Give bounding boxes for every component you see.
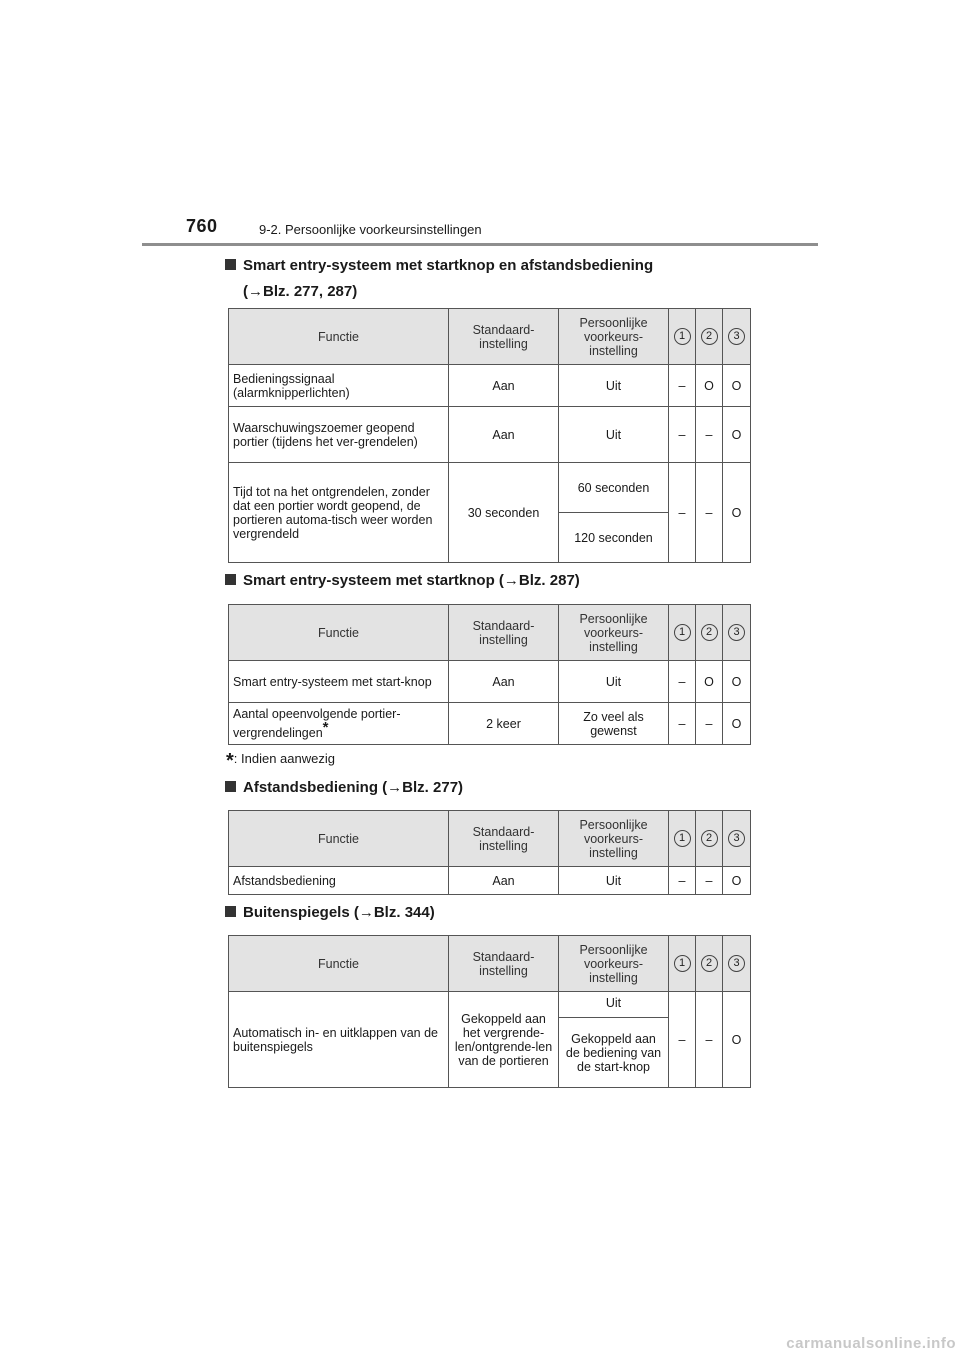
section-title: Afstandsbediening (→Blz. 277) [243,779,464,796]
header-persoonlijke: Persoonlijke voorkeurs-instelling [559,936,669,992]
header-title: 9-2. Persoonlijke voorkeursinstellingen [259,222,482,237]
section-title: Smart entry-systeem met startknop (→Blz. 287) [243,572,580,589]
header-functie: Functie [229,605,449,661]
cell-c1: – [669,463,696,563]
cell-functie [229,703,449,745]
cell-c2: – [696,463,723,563]
table-header-row [229,309,751,365]
section-title: Buitenspiegels (→Blz. 344) [243,904,435,921]
cell-persoonlijke: Uit [559,661,669,703]
cell-c3: O [723,703,751,745]
cell-persoonlijke: Uit [559,407,669,463]
cell-functie: Tijd tot na het ontgrendelen, zonder dat een portier wordt geopend, de portieren automa-tisch weer worden vergrendeld [229,463,449,563]
table-row [229,703,751,745]
circled-three-icon: 3 [728,624,745,641]
table-row [229,365,751,407]
header-functie: Functie [229,811,449,867]
cell-standaard: Aan [449,867,559,895]
table-row [229,661,751,703]
settings-table-smart-entry [228,604,751,745]
settings-table-remote [228,810,751,895]
cell-c3: O [723,992,751,1088]
header-standaard: Standaard-instelling [449,309,559,365]
cell-persoonlijke-option: Gekoppeld aan de bediening van de start-knop [559,1018,669,1088]
cell-c1: – [669,867,696,895]
header-divider [142,243,818,246]
cell-functie: Afstandsbediening [229,867,449,895]
table-row [229,867,751,895]
circled-three-icon: 3 [728,830,745,847]
circled-three-icon: 3 [728,955,745,972]
cell-standaard: Aan [449,365,559,407]
table-row [229,463,751,513]
header-persoonlijke: Persoonlijke voorkeurs-instelling [559,605,669,661]
cell-c2: – [696,867,723,895]
cell-functie-text: Aantal opeenvolgende portier-vergrendelingen [233,706,401,741]
cell-standaard: Aan [449,407,559,463]
header-persoonlijke: Persoonlijke voorkeurs-instelling [559,309,669,365]
square-bullet-icon [225,574,236,585]
circled-one-icon: 1 [674,830,691,847]
square-bullet-icon [225,259,236,270]
cell-c1: – [669,661,696,703]
cell-c2: O [696,365,723,407]
circled-two-icon: 2 [701,955,718,972]
section-heading-mirrors [225,900,435,926]
cell-c3: O [723,407,751,463]
square-bullet-icon [225,781,236,792]
header-standaard: Standaard-instelling [449,605,559,661]
cell-functie: Bedieningssignaal (alarmknipperlichten) [229,365,449,407]
cell-c1: – [669,365,696,407]
header-functie: Functie [229,936,449,992]
cell-functie: Smart entry-systeem met start-knop [229,661,449,703]
header-standaard: Standaard-instelling [449,936,559,992]
cell-persoonlijke: Uit [559,365,669,407]
circled-two-icon: 2 [701,328,718,345]
section-heading-smart-entry-remote [225,253,653,305]
section-reference: (→Blz. 277, 287) [243,283,358,300]
cell-c2: – [696,407,723,463]
cell-c3: O [723,365,751,407]
cell-c2: – [696,703,723,745]
cell-c2: – [696,992,723,1088]
cell-persoonlijke: Zo veel als gewenst [559,703,669,745]
table-header-row [229,936,751,992]
cell-persoonlijke-option: 60 seconden [559,463,669,513]
watermark: carmanualsonline.info [786,1335,956,1352]
circled-three-icon: 3 [728,328,745,345]
circled-one-icon: 1 [674,624,691,641]
section-heading-remote [225,775,463,801]
cell-c1: – [669,992,696,1088]
cell-c3: O [723,661,751,703]
section-title: Smart entry-systeem met startknop en afstandsbediening [243,257,654,274]
cell-c3: O [723,463,751,563]
circled-two-icon: 2 [701,624,718,641]
cell-persoonlijke: Uit [559,867,669,895]
cell-persoonlijke-option: 120 seconden [559,513,669,563]
header-persoonlijke: Persoonlijke voorkeurs-instelling [559,811,669,867]
circled-two-icon: 2 [701,830,718,847]
cell-standaard: 2 keer [449,703,559,745]
table-row [229,407,751,463]
cell-functie: Automatisch in- en uitklappen van de buitenspiegels [229,992,449,1088]
cell-c1: – [669,703,696,745]
header-standaard: Standaard-instelling [449,811,559,867]
section-heading-smart-entry [225,568,580,594]
cell-standaard: Gekoppeld aan het vergrende-len/ontgrende-len van de portieren [449,992,559,1088]
cell-c1: – [669,407,696,463]
footnote [226,750,335,773]
table-header-row [229,811,751,867]
cell-persoonlijke-option: Uit [559,992,669,1018]
page-number: 760 [186,216,218,236]
cell-standaard: Aan [449,661,559,703]
footnote-marker: * [322,718,329,736]
cell-functie: Waarschuwingszoemer geopend portier (tijdens het ver-grendelen) [229,407,449,463]
footnote-text: : Indien aanwezig [233,751,335,766]
table-row [229,992,751,1018]
header-functie: Functie [229,309,449,365]
settings-table-smart-entry-remote [228,308,751,563]
circled-one-icon: 1 [674,328,691,345]
footnote-star: * [226,750,234,772]
cell-standaard: 30 seconden [449,463,559,563]
circled-one-icon: 1 [674,955,691,972]
table-header-row [229,605,751,661]
cell-c2: O [696,661,723,703]
square-bullet-icon [225,906,236,917]
cell-c3: O [723,867,751,895]
settings-table-mirrors [228,935,751,1088]
